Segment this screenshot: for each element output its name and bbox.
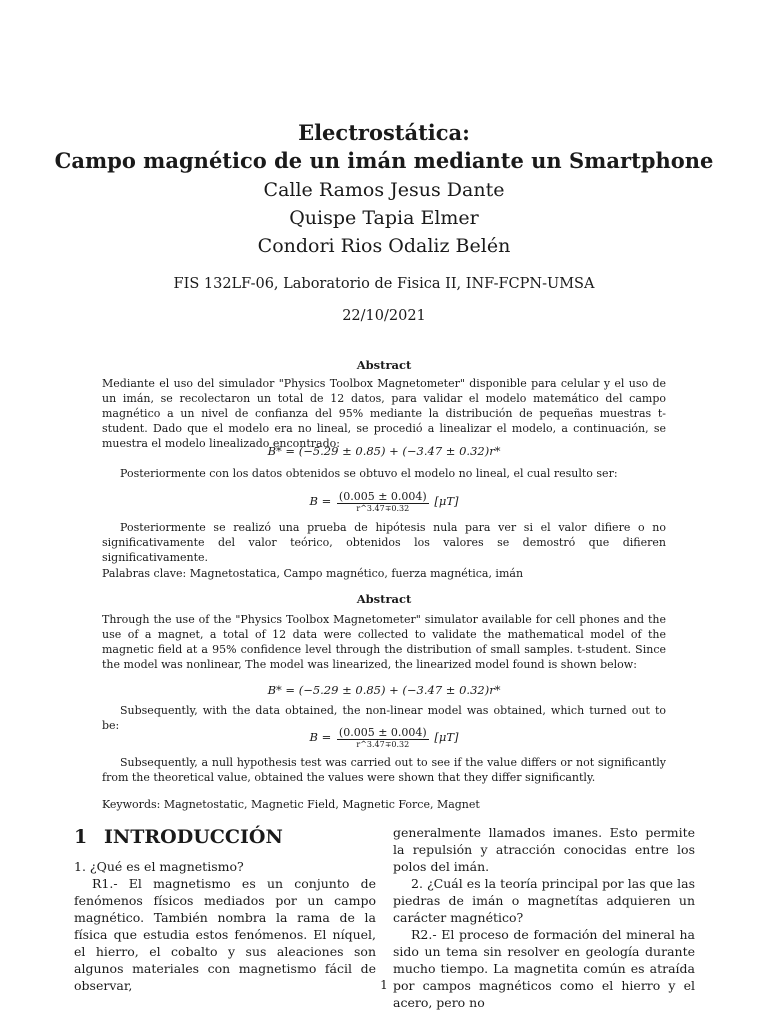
section-number: 1 — [74, 826, 88, 848]
question-1: 1. ¿Qué es el magnetismo? — [74, 859, 244, 874]
abstract-es-p3: Posteriormente se realizó una prueba de hipótesis nula para ver si el valor difiere o no significativamente del valor teórico, obtenidos los valores se demostró que difieren significativamente. — [102, 521, 666, 564]
left-column — [74, 858, 376, 994]
abstract-heading-es: Abstract — [356, 358, 412, 372]
author-3: Condori Rios Odaliz Belén — [257, 235, 511, 257]
eq2-denominator-en: r^3.47∓0.32 — [356, 740, 410, 749]
date: 22/10/2021 — [342, 308, 426, 324]
abstract-en-p3: Subsequently, a null hypothesis test was carried out to see if the value differs or not significantly from the theoretical value, obtained the values were shown that they differ significantly. — [102, 756, 666, 784]
abstract-en-p2: Subsequently, with the data obtained, the non-linear model was obtained, which turned out to be: — [102, 704, 666, 732]
eq2-fraction — [337, 490, 429, 514]
eq2-unit-en: [μT] — [434, 730, 459, 744]
keywords-es: Palabras clave: Magnetostatica, Campo magnético, fuerza magnética, imán — [102, 567, 524, 580]
eq2-fraction-en — [337, 726, 429, 750]
answer-1-continued: generalmente llamados imanes. Esto permite la repulsión y atracción conocidas entre los polos del imán. — [393, 825, 695, 874]
author-1: Calle Ramos Jesus Dante — [263, 179, 505, 201]
abstract-es-p1: Mediante el uso del simulador "Physics Toolbox Magnetometer" disponible para celular y el uso de un imán, se recolectaron un total de 12 datos, para validar el modelo matemático del campo magnético a un nivel de confianza del 95% mediante la distribución de pequeñas muestras t-student. Dado que el modelo era no lineal, se procedió a linealizar el modelo, a continuación, se muestra el modelo linealizado encontrado: — [102, 377, 666, 450]
page-number: 1 — [380, 978, 388, 992]
author-2: Quispe Tapia Elmer — [289, 207, 479, 229]
section-heading — [74, 826, 283, 848]
question-2: 2. ¿Cuál es la teoría principal por las que las piedras de imán o magnetítas adquieren un carácter magnético? — [393, 876, 695, 925]
eq2-numerator-en: (0.005 ± 0.004) — [338, 726, 427, 739]
eq2-lhs: B = — [309, 494, 332, 508]
abstract-es-eq1: B* = (−5.29 ± 0.85) + (−3.47 ± 0.32)r* — [267, 444, 501, 458]
eq2-numerator: (0.005 ± 0.004) — [338, 490, 427, 503]
abstract-en-eq2 — [102, 726, 666, 750]
abstract-es-eq2 — [102, 490, 666, 514]
eq2-lhs-en: B = — [309, 730, 332, 744]
abstract-en-eq1: B* = (−5.29 ± 0.85) + (−3.47 ± 0.32)r* — [267, 683, 501, 697]
abstract-en-p1: Through the use of the "Physics Toolbox Magnetometer" simulator available for cell phones and the use of a magnet, a total of 12 data were collected to validate the mathematical model of the magnetic field at a 95% confidence level through the distribution of small samples. t-student. Since the model was nonlinear, The model was linearized, the linearized model found is shown below: — [102, 613, 666, 671]
abstract-es-p2: Posteriormente con los datos obtenidos se obtuvo el modelo no lineal, el cual resulto ser: — [120, 467, 618, 480]
answer-1: R1.- El magnetismo es un conjunto de fenómenos físicos mediados por un campo magnético. También nombra la rama de la física que estudia estos fenómenos. El níquel, el hierro, el cobalto y sus aleaciones son algunos materiales con magnetismo fácil de observar, — [74, 876, 376, 993]
eq2-denominator: r^3.47∓0.32 — [356, 504, 410, 513]
abstract-heading-en: Abstract — [356, 592, 412, 606]
title-line-2: Campo magnético de un imán mediante un Smartphone — [54, 148, 714, 173]
eq2-unit: [μT] — [434, 494, 459, 508]
title-line-1: Electrostática: — [298, 120, 470, 145]
answer-2: R2.- El proceso de formación del mineral ha sido un tema sin resolver en geología durante mucho tiempo. La magnetita común es atraída por campos magnéticos como el hierro y el acero, pero no — [393, 927, 695, 1010]
keywords-en: Keywords: Magnetostatic, Magnetic Field, Magnetic Force, Magnet — [102, 798, 480, 811]
section-title: INTRODUCCIÓN — [104, 826, 283, 848]
affiliation: FIS 132LF-06, Laboratorio de Fisica II, INF-FCPN-UMSA — [173, 276, 595, 292]
